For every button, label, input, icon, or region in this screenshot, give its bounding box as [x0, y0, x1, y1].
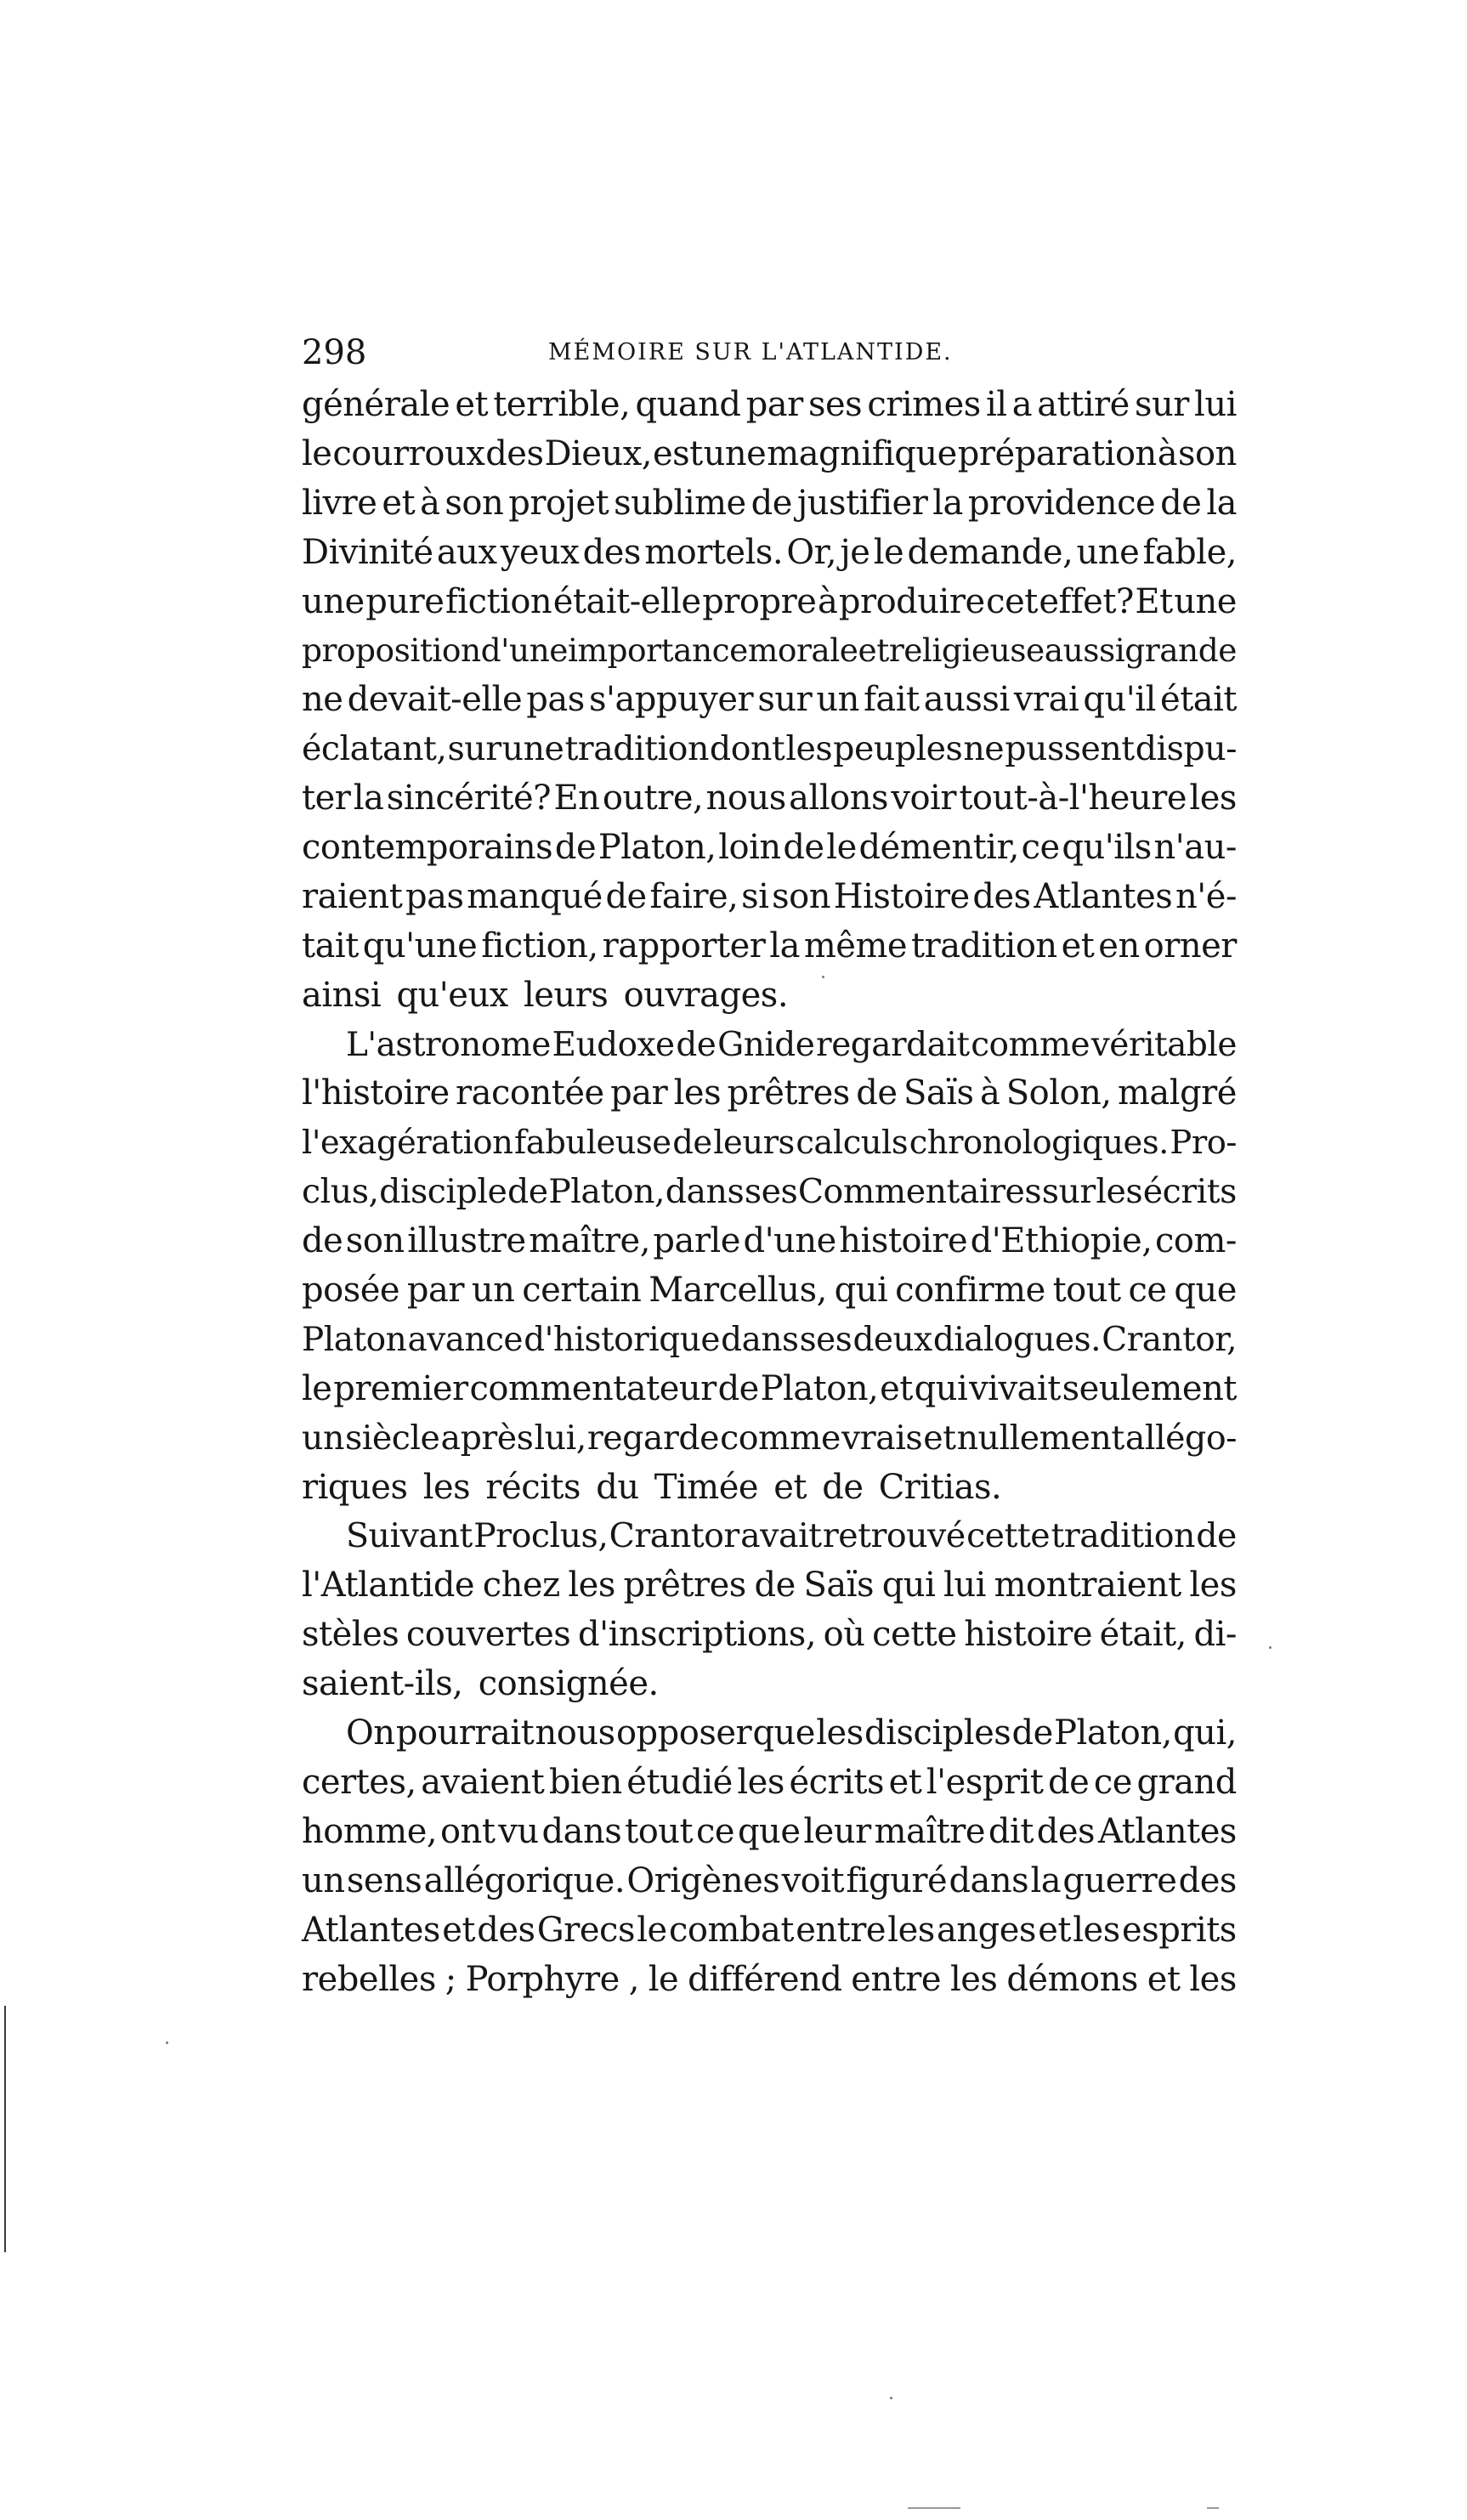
text-line: ter la sincérité? En outre, nous allons voir tout-à-l'heure les	[302, 779, 1237, 818]
text-line: Divinité aux yeux des mortels. Or, je le demande, une fable,	[302, 532, 1237, 572]
scan-bottom-mark	[908, 2507, 960, 2509]
text-line: On pourrait nous opposer que les disciples de Platon, qui,	[346, 1713, 1237, 1753]
text-line: ainsi qu'eux leurs ouvrages.	[302, 975, 789, 1015]
text-line: posée par un certain Marcellus, qui confirme tout ce que	[302, 1271, 1237, 1311]
page-number: 298	[302, 333, 367, 372]
text-line: tait qu'une fiction, rapporter la même tradition et en orner	[302, 926, 1237, 966]
text-line: contemporains de Platon, loin de le démentir, ce qu'ils n'au-	[302, 828, 1237, 868]
text-line: l'Atlantide chez les prêtres de Saïs qui lui montraient les	[302, 1566, 1237, 1605]
body-text	[302, 381, 1237, 2004]
running-title: MÉMOIRE SUR L'ATLANTIDE.	[548, 339, 953, 365]
text-line: ne devait-elle pas s'appuyer sur un fait aussi vrai qu'il était	[302, 680, 1237, 720]
scan-speck	[1269, 1646, 1272, 1649]
text-line: une pure fiction était-elle propre à produire cet effet? Et une	[302, 581, 1237, 621]
text-line: l'histoire racontée par les prêtres de Saïs à Solon, malgré	[302, 1073, 1237, 1113]
text-line: rebelles ; Porphyre , le différend entre les démons et les	[302, 1959, 1237, 1999]
scan-speck	[822, 976, 824, 978]
text-line: un siècle après lui, regarde comme vrais et nullement allégo-	[302, 1418, 1237, 1458]
text-line: raient pas manqué de faire, si son Histoire des Atlantes n'é-	[302, 876, 1237, 916]
scan-margin-line	[4, 2006, 6, 2252]
text-line: Atlantes et des Grecs le combat entre les anges et les esprits	[302, 1910, 1237, 1950]
text-line: certes, avaient bien étudié les écrits et l'esprit de ce grand	[302, 1762, 1237, 1802]
text-line: proposition d'une importance morale et religieuse aussi grande	[302, 631, 1237, 670]
text-line: Suivant Proclus, Crantor avait retrouvé cette tradition de	[346, 1516, 1237, 1556]
text-line: générale et terrible, quand par ses crimes il a attiré sur lui	[302, 385, 1237, 424]
text-line: l'exagération fabuleuse de leurs calculs chronologiques. Pro-	[302, 1124, 1237, 1163]
text-line: riques les récits du Timée et de Critias.	[302, 1467, 1002, 1507]
scan-speck	[890, 2397, 892, 2399]
text-line: saient-ils, consignée.	[302, 1664, 659, 1704]
text-line: L'astronome Eudoxe de Gnide regardait comme véritable	[346, 1025, 1237, 1064]
text-line: éclatant, sur une tradition dont les peuples ne pussent dispu-	[302, 729, 1237, 769]
text-line: un sens allégorique. Origènes voit figuré dans la guerre des	[302, 1860, 1237, 1900]
text-line: de son illustre maître, parle d'une histoire d'Ethiopie, com-	[302, 1221, 1237, 1261]
text-line: clus, disciple de Platon, dans ses Commentaires sur les écrits	[302, 1172, 1237, 1212]
text-line: le courroux des Dieux, est une magnifique préparation à son	[302, 433, 1237, 473]
scan-bottom-mark	[1207, 2507, 1219, 2509]
text-line: stèles couvertes d'inscriptions, où cette histoire était, di-	[302, 1615, 1237, 1655]
running-head	[302, 327, 1237, 378]
text-line: le premier commentateur de Platon, et qui vivait seulement	[302, 1368, 1237, 1408]
text-line: livre et à son projet sublime de justifier la providence de la	[302, 483, 1237, 523]
text-line: homme, ont vu dans tout ce que leur maître dit des Atlantes	[302, 1811, 1237, 1851]
scan-speck	[166, 2041, 168, 2044]
text-line: Platon avance d'historique dans ses deux dialogues. Crantor,	[302, 1320, 1237, 1359]
